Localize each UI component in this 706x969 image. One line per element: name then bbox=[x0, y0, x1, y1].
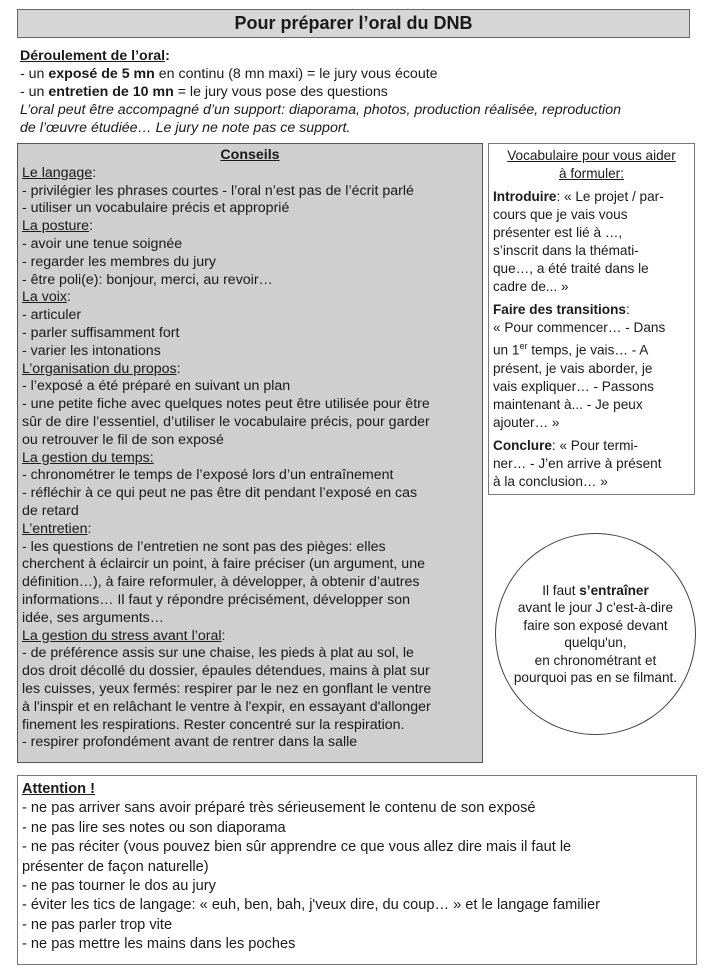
conseils-section-title-suffix: : bbox=[87, 520, 92, 537]
vocabulary-line: : bbox=[625, 302, 630, 317]
attention-line: - éviter les tics de langage: « euh, ben, bah, j'veux dire, du coup… » et le langage familier bbox=[22, 897, 600, 914]
conseils-line: - privilégier les phrases courtes - l’oral n’est pas de l’écrit parlé bbox=[22, 182, 414, 199]
conseils-section-title-text: L’entretien bbox=[22, 520, 88, 537]
page-title: Pour préparer l’oral du DNB bbox=[17, 9, 690, 38]
vocabulary-block-first-line bbox=[493, 188, 690, 206]
vocabulary-line: cours que je vais vous bbox=[493, 207, 628, 222]
conseils-line: - une petite fiche avec quelques notes peut être utilisée pour être bbox=[22, 396, 430, 413]
attention-line: - ne pas mettre les mains dans les poches bbox=[22, 936, 296, 953]
vocabulary-line: présenter est lié à …, bbox=[493, 225, 623, 240]
conseils-section-title bbox=[22, 165, 478, 183]
conseils-line: - parler suffisamment fort bbox=[22, 324, 180, 341]
conseils-line: - avoir une tenue soignée bbox=[22, 235, 183, 252]
circle-line: avant le jour J c'est-à-dire bbox=[517, 600, 674, 615]
vocabulary-body bbox=[493, 188, 690, 491]
conseils-line: à l'inspir et en relâchant le ventre à l'expir, en essayant d'allonger bbox=[22, 698, 431, 715]
conseils-section-title bbox=[22, 450, 478, 468]
intro-heading-suffix: : bbox=[165, 48, 170, 64]
conseils-section-title-text: La gestion du temps: bbox=[22, 449, 154, 466]
attention-line: présenter de façon naturelle) bbox=[22, 858, 209, 875]
conseils-heading: Conseils bbox=[220, 147, 280, 163]
vocabulary-line: s’inscrit dans la thémati- bbox=[493, 243, 639, 258]
intro-block bbox=[20, 47, 700, 137]
vocabulary-block-label: Faire des transitions bbox=[493, 302, 626, 317]
conseils-section-title bbox=[22, 361, 478, 379]
vocabulary-line: un 1er temps, je vais… - A bbox=[493, 341, 649, 358]
vocabulary-block bbox=[493, 301, 690, 432]
conseils-line: - varier les intonations bbox=[22, 342, 161, 359]
conseils-line: sûr de dire l’essentiel, d’utiliser le vocabulaire précis, pour garder bbox=[22, 413, 430, 430]
conseils-line: les cuisses, yeux fermés: respirer par le nez en gonflant le ventre bbox=[22, 680, 432, 697]
conseils-line: idée, ses arguments… bbox=[22, 609, 164, 626]
intro-line-expose bbox=[20, 65, 700, 83]
conseils-section-title bbox=[22, 628, 478, 646]
conseils-panel bbox=[17, 143, 483, 763]
intro-line1-post: en continu (8 mn maxi) = le jury vous écoute bbox=[154, 66, 438, 82]
conseils-line: définition…), à faire reformuler, à développer, à obtenir d’autres bbox=[22, 574, 420, 591]
conseils-section-title-text: La posture bbox=[22, 218, 90, 235]
conseils-line: - réfléchir à ce qui peut ne pas être dit pendant l’exposé en cas bbox=[22, 485, 418, 502]
conseils-section-title-text: L’organisation du propos bbox=[22, 360, 177, 377]
attention-body bbox=[22, 799, 692, 954]
vocabulary-line: : « Pour termi- bbox=[551, 437, 639, 453]
conseils-line: informations… Il faut y répondre précisément, développer son bbox=[22, 591, 410, 608]
vocabulary-block-first-line bbox=[493, 301, 690, 319]
circle-line: quelqu'un, bbox=[564, 635, 627, 650]
conseils-line: - l’exposé a été préparé en suivant un plan bbox=[22, 378, 291, 395]
vocabulary-heading bbox=[493, 147, 690, 183]
vocabulary-block-label: Conclure bbox=[493, 437, 552, 453]
intro-line1-bold: exposé de 5 mn bbox=[48, 66, 155, 82]
circle-line: pourquoi pas en se filmant. bbox=[513, 670, 678, 685]
conseils-line: ou retrouver le fil de son exposé bbox=[22, 431, 224, 448]
intro-line-entretien bbox=[20, 83, 700, 101]
conseils-line: - être poli(e): bonjour, merci, au revoir… bbox=[22, 271, 273, 288]
conseils-section-title bbox=[22, 521, 478, 539]
attention-panel bbox=[17, 775, 697, 965]
conseils-line: - chronométrer le temps de l’exposé lors d’un entraînement bbox=[22, 467, 394, 484]
conseils-line: - respirer profondément avant de rentrer dans la salle bbox=[22, 734, 358, 751]
ordinal-suffix: er bbox=[519, 341, 528, 351]
vocabulary-line: « Pour commencer… - Dans bbox=[493, 320, 666, 335]
vocabulary-line: présent, je vais aborder, je bbox=[493, 360, 653, 376]
circle-pre: Il faut bbox=[542, 582, 580, 598]
attention-heading: Attention ! bbox=[22, 781, 95, 797]
attention-line: - ne pas lire ses notes ou son diaporama bbox=[22, 819, 286, 836]
circle-line: faire son exposé devant bbox=[523, 617, 668, 633]
vocabulary-heading-suffix: : bbox=[620, 166, 624, 181]
vocabulary-line: maintenant à... - Je peux bbox=[493, 396, 643, 412]
attention-line: - ne pas réciter (vous pouvez bien sûr apprendre ce que vous allez dire mais il faut le bbox=[22, 839, 572, 856]
conseils-line: de retard bbox=[22, 502, 79, 519]
conseils-section-title-text: Le langage bbox=[22, 164, 93, 181]
conseils-section-title-text: La voix bbox=[22, 289, 67, 306]
conseils-line: dos droit décollé du dossier, épaules détendues, mains à plat sur bbox=[22, 663, 430, 680]
training-circle bbox=[495, 533, 696, 735]
conseils-line: cherchent à éclaircir un point, à faire préciser (un argument, une bbox=[22, 556, 425, 573]
vocabulary-line: cadre de... » bbox=[493, 279, 569, 294]
vocabulary-line: vais expliquer… - Passons bbox=[493, 378, 654, 394]
vocabulary-line: : « Le projet / par- bbox=[556, 189, 664, 204]
vocabulary-block-label: Introduire bbox=[493, 189, 557, 204]
intro-note-1: L’oral peut être accompagné d’un support: diaporama, photos, production réalisée, reproduction bbox=[20, 102, 621, 118]
intro-heading: Déroulement de l’oral bbox=[20, 48, 166, 64]
conseils-section-title bbox=[22, 289, 478, 307]
circle-bold: s’entraîner bbox=[579, 582, 649, 598]
intro-line2-post: = le jury vous pose des questions bbox=[173, 84, 388, 100]
conseils-section-title-suffix: : bbox=[89, 218, 93, 235]
conseils-section-title-text: La gestion du stress avant l’oral bbox=[22, 627, 222, 644]
vocabulary-line: ner… - J’en arrive à présent bbox=[493, 455, 662, 471]
vocabulary-line: que…, a été traité dans le bbox=[493, 261, 649, 276]
conseils-line: - articuler bbox=[22, 307, 82, 324]
attention-line: - ne pas tourner le dos au jury bbox=[22, 878, 216, 895]
vocabulary-line: ajouter… » bbox=[493, 414, 560, 430]
conseils-section-title-suffix: : bbox=[176, 360, 181, 377]
conseils-section-title bbox=[22, 218, 478, 236]
intro-line2-pre: - un bbox=[20, 84, 49, 100]
conseils-body bbox=[22, 165, 478, 752]
conseils-section-title-suffix: : bbox=[66, 289, 71, 306]
vocabulary-panel bbox=[488, 143, 695, 495]
vocabulary-line: à la conclusion… » bbox=[493, 473, 608, 489]
conseils-line: - regarder les membres du jury bbox=[22, 253, 216, 270]
vocabulary-block bbox=[493, 188, 690, 296]
vocabulary-heading-line2: à formuler bbox=[559, 166, 621, 181]
intro-note-2: de l’œuvre étudiée… Le jury ne note pas ce support. bbox=[20, 120, 351, 136]
attention-line: - ne pas parler trop vite bbox=[22, 916, 173, 933]
vocabulary-heading-line1: Vocabulaire pour vous aider bbox=[507, 148, 676, 163]
attention-line: - ne pas arriver sans avoir préparé très sérieusement le contenu de son exposé bbox=[22, 800, 536, 817]
vocabulary-block-first-line bbox=[493, 437, 690, 455]
conseils-section-title-suffix: : bbox=[92, 164, 97, 181]
conseils-line: - utiliser un vocabulaire précis et approprié bbox=[22, 200, 290, 217]
vocabulary-block bbox=[493, 437, 690, 491]
conseils-line: finement les respirations. Rester concentré sur la respiration. bbox=[22, 716, 405, 733]
circle-line: en chronométrant et bbox=[534, 652, 657, 668]
conseils-line: - les questions de l’entretien ne sont pas des pièges: elles bbox=[22, 538, 386, 555]
intro-line1-pre: - un bbox=[20, 66, 49, 82]
intro-line2-bold: entretien de 10 mn bbox=[48, 84, 174, 100]
conseils-section-title-suffix: : bbox=[221, 627, 226, 644]
conseils-line: - de préférence assis sur une chaise, les pieds à plat au sol, le bbox=[22, 645, 414, 662]
circle-body bbox=[514, 599, 677, 687]
